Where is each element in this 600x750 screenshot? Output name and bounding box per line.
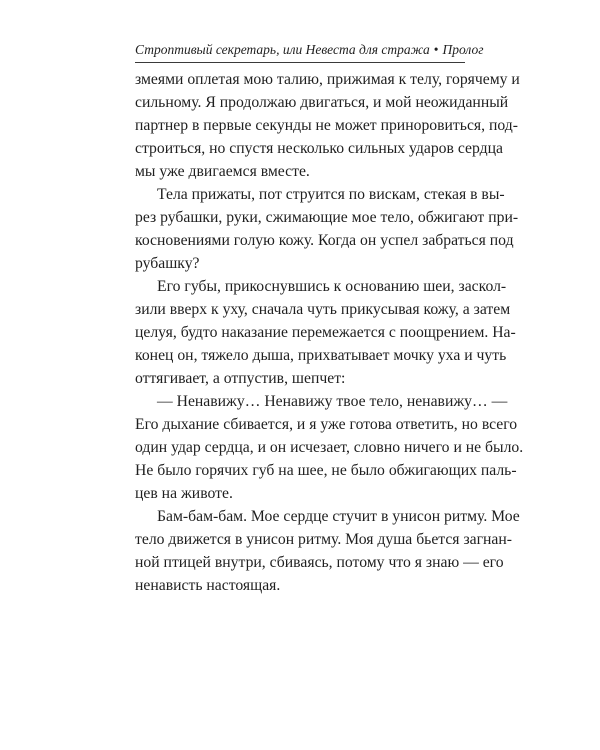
text-line: ной птицей внутри, сбиваясь, потому что я знаю — его bbox=[135, 554, 504, 571]
body-text bbox=[135, 68, 524, 597]
text-line: косновениями голую кожу. Когда он успел забраться под bbox=[135, 232, 514, 249]
text-line: — Ненавижу… Ненавижу твое тело, ненавижу… — bbox=[157, 393, 508, 410]
text-line: цев на животе. bbox=[135, 485, 233, 502]
text-line: рез рубашки, руки, сжимающие мое тело, обжигают при- bbox=[135, 209, 519, 226]
text-line: рубашку? bbox=[135, 255, 200, 272]
running-header bbox=[135, 40, 484, 63]
text-line: один удар сердца, и он исчезает, словно ничего и не было. bbox=[135, 439, 524, 456]
text-line: ненависть настоящая. bbox=[135, 577, 281, 594]
text-line: сильному. Я продолжаю двигаться, и мой неожиданный bbox=[135, 94, 509, 111]
text-line: Тела прижаты, пот струится по вискам, стекая в вы- bbox=[157, 186, 505, 203]
text-line: мы уже двигаемся вместе. bbox=[135, 163, 310, 180]
text-line: змеями оплетая мою талию, прижимая к телу, горячему и bbox=[135, 71, 520, 88]
text-line: зили вверх к уху, сначала чуть прикусывая кожу, а затем bbox=[135, 301, 511, 318]
text-line: Бам-бам-бам. Мое сердце стучит в унисон ритму. Мое bbox=[157, 508, 520, 525]
text-line: тело движется в унисон ритму. Моя душа бьется загнан- bbox=[135, 531, 513, 548]
text-line: Его дыхание сбивается, и я уже готова ответить, но всего bbox=[135, 416, 518, 433]
running-header-chapter: Пролог bbox=[442, 42, 484, 57]
text-line: целуя, будто наказание перемежается с поощрением. На- bbox=[135, 324, 516, 341]
running-header-separator: • bbox=[433, 42, 439, 57]
text-line: Его губы, прикоснувшись к основанию шеи, заскол- bbox=[157, 278, 507, 295]
text-line: оттягивает, а отпустив, шепчет: bbox=[135, 370, 346, 387]
text-line: конец он, тяжело дыша, прихватывает мочку уха и чуть bbox=[135, 347, 507, 364]
running-header-book-title: Строптивый секретарь, или Невеста для стража bbox=[135, 42, 430, 57]
text-line: Не было горячих губ на шее, не было обжигающих паль- bbox=[135, 462, 517, 479]
text-line: партнер в первые секунды не может приноровиться, под- bbox=[135, 117, 518, 134]
text-line: строиться, но спустя несколько сильных ударов сердца bbox=[135, 140, 503, 157]
